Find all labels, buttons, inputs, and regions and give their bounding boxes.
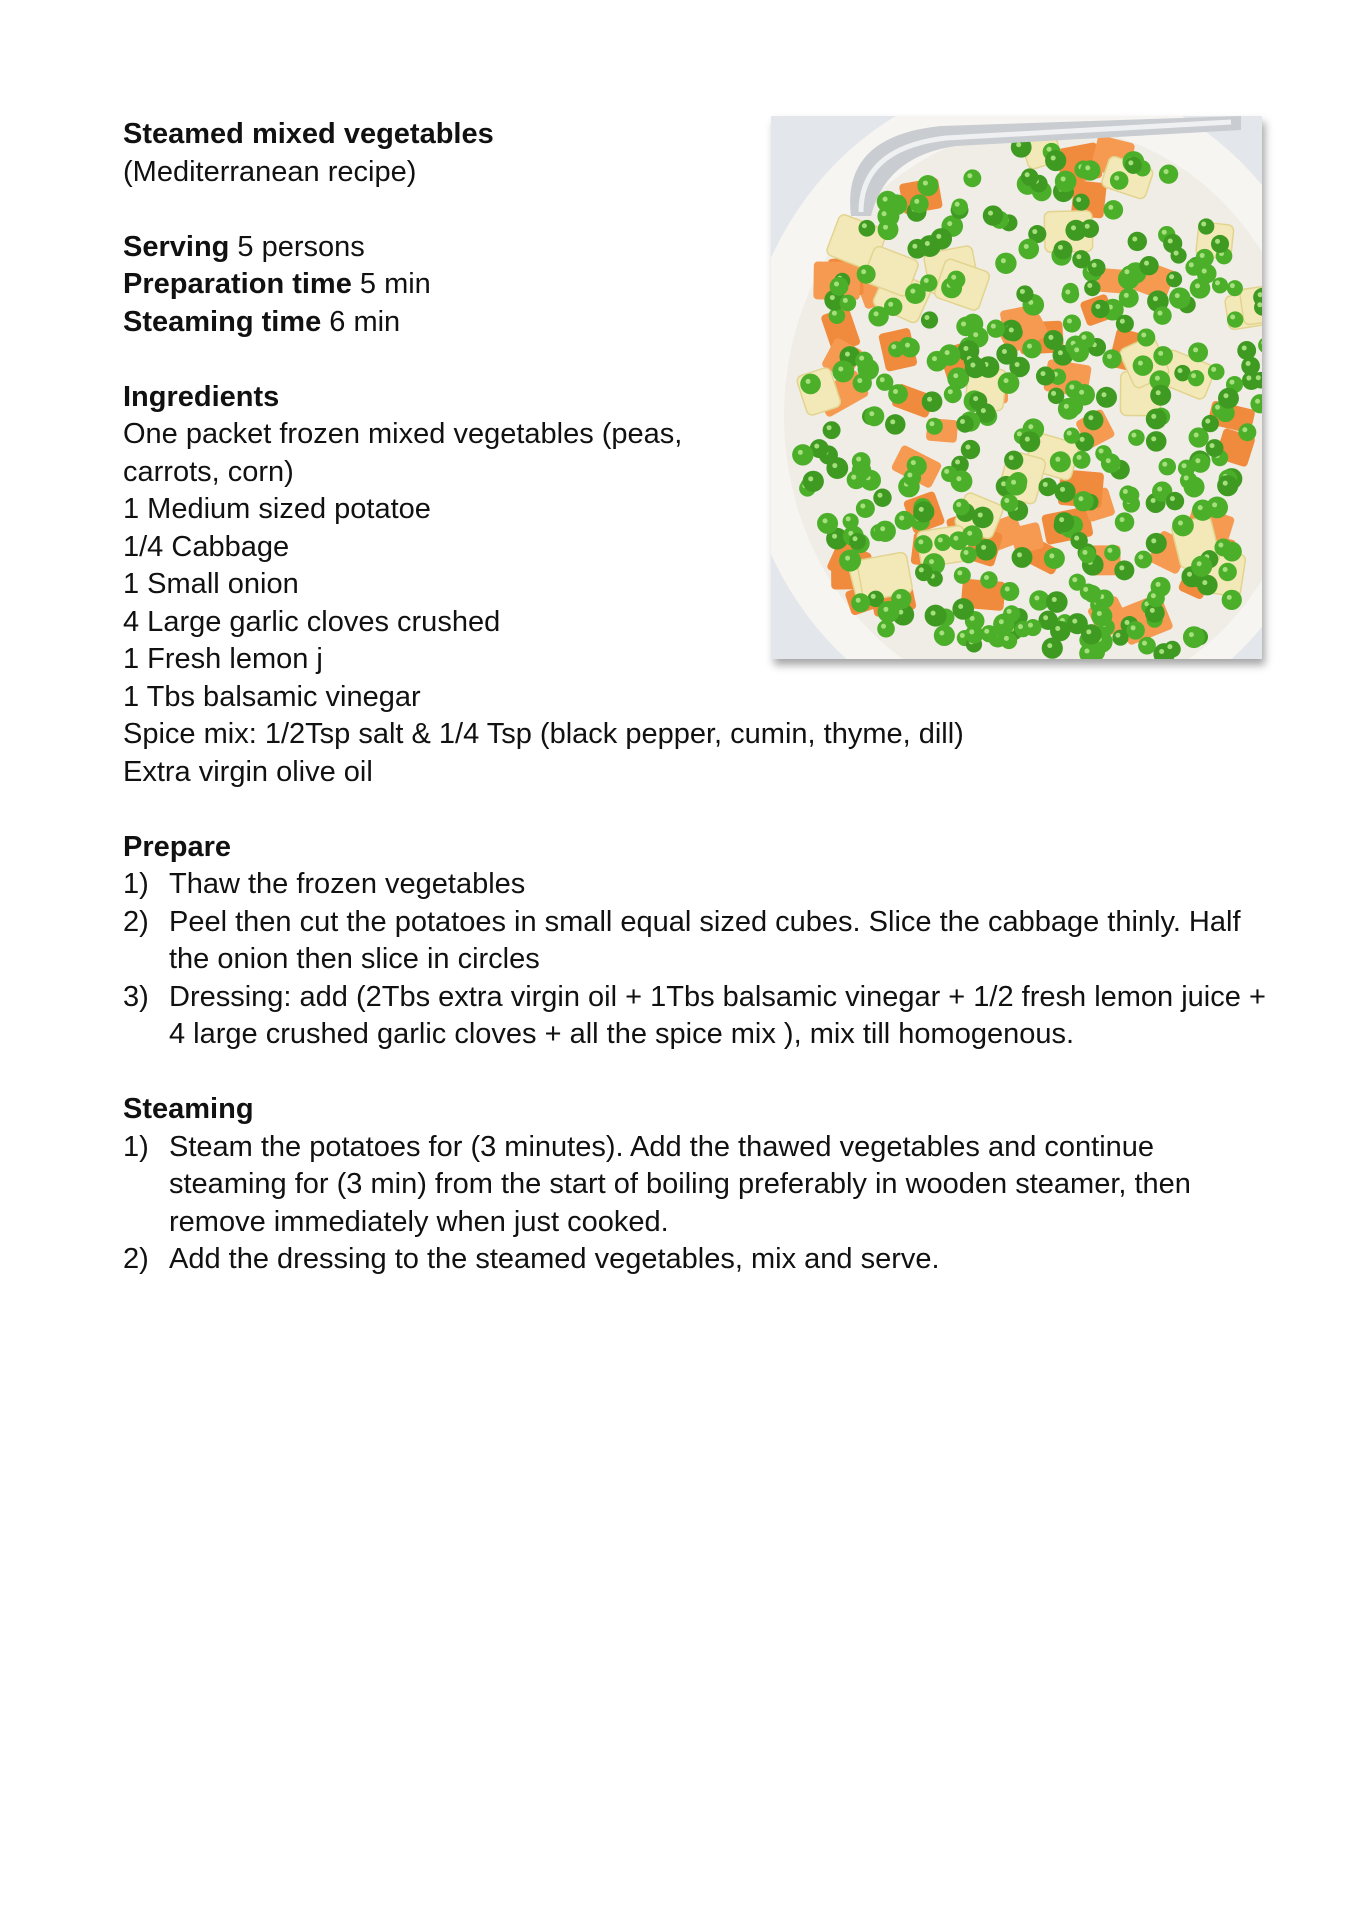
step-text: Peel then cut the potatoes in small equal sized cubes. Slice the cabbage thinly. Half the onion then slice in circles xyxy=(169,905,1241,975)
mixed-vegetables-bowl-icon xyxy=(771,116,1262,659)
step-text: Dressing: add (2Tbs extra virgin oil + 1Tbs balsamic vinegar + 1/2 fresh lemon juice + 4 large crushed garlic cloves + all the spice mix ), mix till homogenous. xyxy=(169,980,1266,1050)
recipe-title: Steamed mixed vegetables xyxy=(123,118,494,150)
steaming-heading: Steaming xyxy=(123,1093,254,1125)
prepare-step xyxy=(123,904,1269,979)
ingredient-item: 1 Small onion xyxy=(123,568,299,600)
prep-time-value: 5 min xyxy=(351,268,431,300)
prepare-step xyxy=(123,979,1269,1054)
prepare-step xyxy=(123,866,1269,904)
ingredients-list xyxy=(123,416,733,716)
ingredient-item: 1 Fresh lemon j xyxy=(123,643,323,675)
step-text: Add the dressing to the steamed vegetables, mix and serve. xyxy=(169,1243,940,1275)
ingredient-item: Spice mix: 1/2Tsp salt & 1/4 Tsp (black pepper, cumin, thyme, dill) xyxy=(123,718,964,750)
step-text: Steam the potatoes for (3 minutes). Add the thawed vegetables and continue steaming for (3 min) from the start of boiling preferably in wooden steamer, then remove immediately when just cooked. xyxy=(169,1130,1191,1238)
ingredient-item: One packet frozen mixed vegetables (peas, carrots, corn) xyxy=(123,418,683,488)
vegetables-photo xyxy=(771,116,1262,659)
ingredient-item: 1 Medium sized potatoe xyxy=(123,493,431,525)
step-text: Thaw the frozen vegetables xyxy=(169,868,526,900)
step-number: 3) xyxy=(123,980,149,1013)
ingredient-item: 4 Large garlic cloves crushed xyxy=(123,605,501,638)
prep-time-label: Preparation time xyxy=(123,268,352,300)
steaming-time-label: Steaming time xyxy=(123,305,322,338)
ingredients-heading: Ingredients xyxy=(123,380,280,413)
step-number: 1) xyxy=(123,1130,149,1163)
serving-label: Serving xyxy=(123,230,230,263)
steaming-step xyxy=(123,1129,1269,1242)
steaming-step xyxy=(123,1241,1269,1279)
recipe-subtitle: (Mediterranean recipe) xyxy=(123,155,417,188)
serving-value: 5 persons xyxy=(229,230,365,263)
prepare-steps xyxy=(123,866,1273,1054)
steaming-steps xyxy=(123,1129,1273,1279)
step-number: 2) xyxy=(123,1243,149,1275)
steaming-time-value: 6 min xyxy=(321,305,401,338)
step-number: 1) xyxy=(123,868,149,900)
step-number: 2) xyxy=(123,905,149,938)
prepare-heading: Prepare xyxy=(123,830,232,863)
ingredient-item: 1 Tbs balsamic vinegar xyxy=(123,680,421,713)
ingredient-item: Extra virgin olive oil xyxy=(123,755,373,788)
ingredient-item: 1/4 Cabbage xyxy=(123,530,290,563)
